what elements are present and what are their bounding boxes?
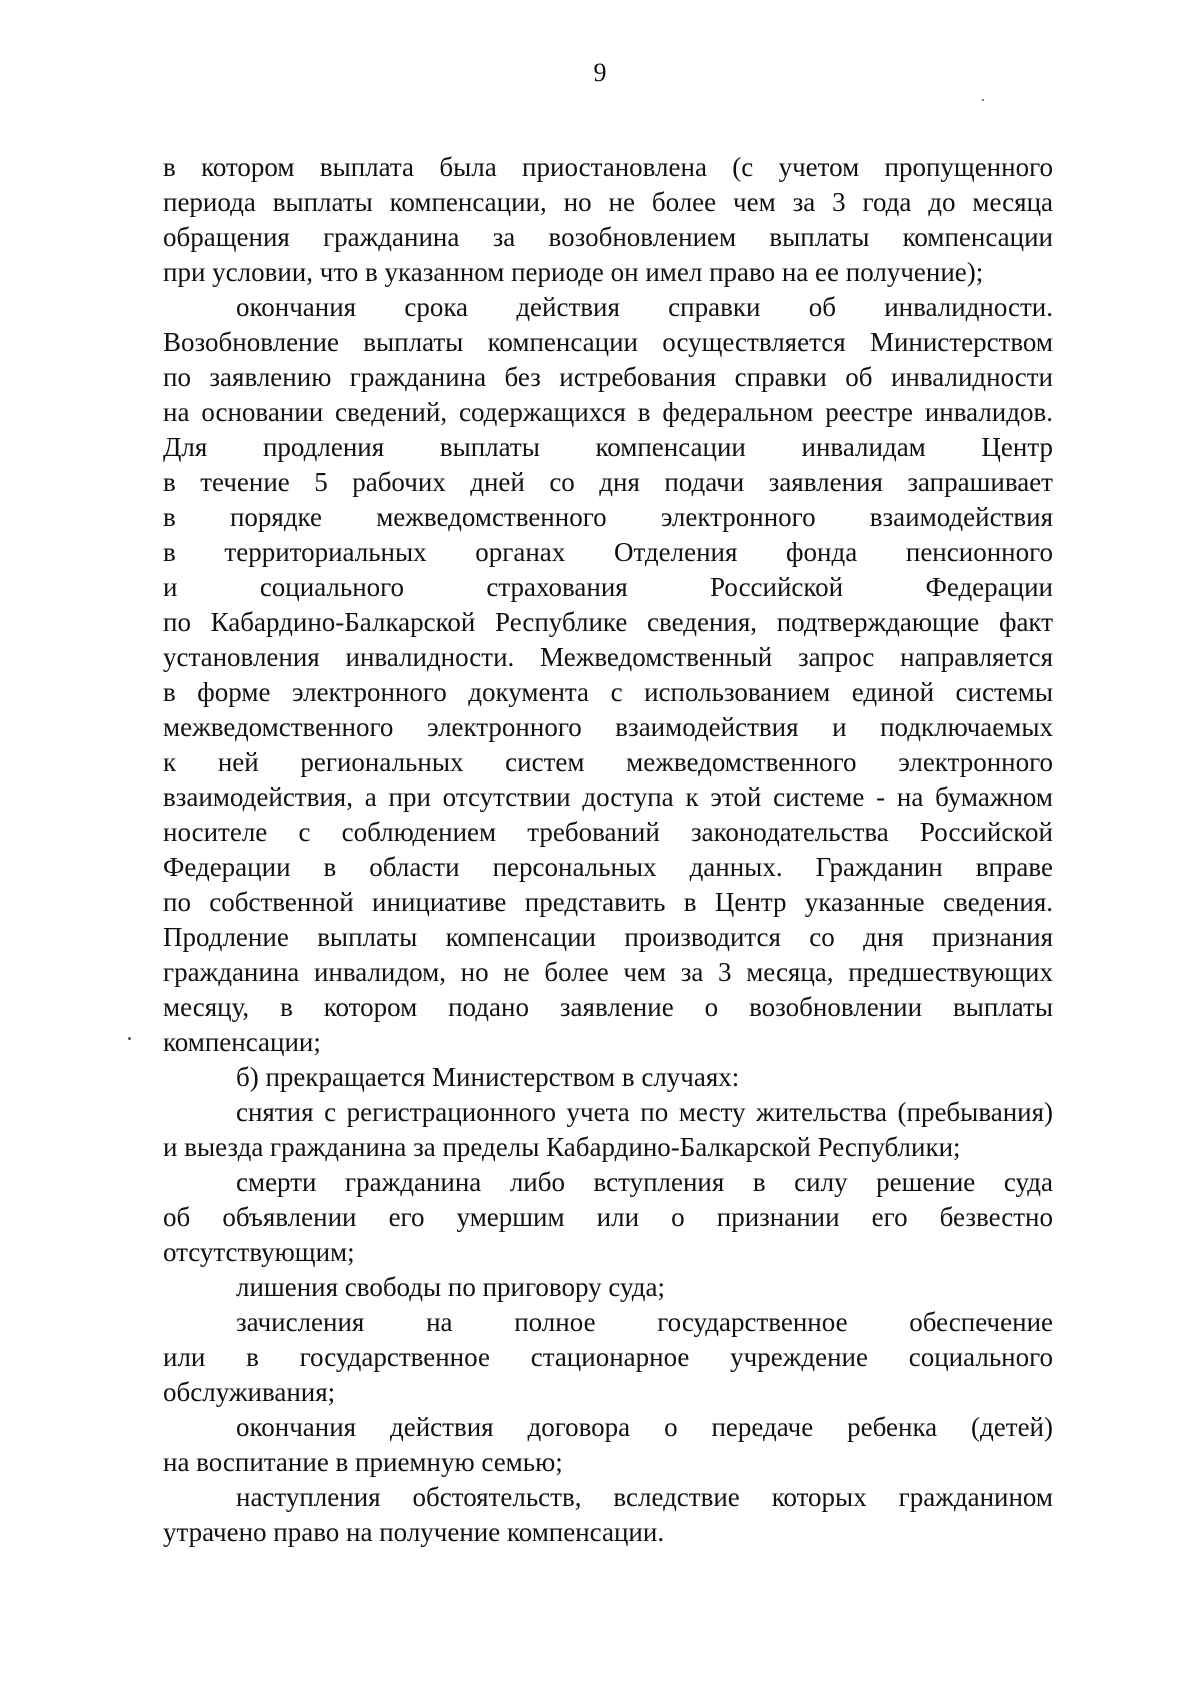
text-line: обслуживания; <box>163 1377 336 1407</box>
text-line: наступления обстоятельств, вследствие которых гражданином <box>236 1482 1053 1512</box>
text-line: по заявлению гражданина без истребования справки об инвалидности <box>163 362 1053 392</box>
text-line: компенсации; <box>163 1027 321 1057</box>
text-line: гражданина инвалидом, но не более чем за 3 месяца, предшествующих <box>163 957 1053 987</box>
text-line: обращения гражданина за возобновлением выплаты компенсации <box>163 222 1053 252</box>
scan-speck <box>982 99 984 101</box>
text-line: об объявлении его умершим или о признании его безвестно <box>163 1202 1053 1232</box>
text-line: лишения свободы по приговору суда; <box>236 1272 666 1302</box>
text-line: Для продления выплаты компенсации инвалидам Центр <box>163 432 1053 462</box>
text-line: к ней региональных систем межведомственного электронного <box>163 747 1053 777</box>
text-line: в котором выплата была приостановлена (с учетом пропущенного <box>163 152 1053 182</box>
text-line: снятия с регистрационного учета по месту жительства (пребывания) <box>236 1097 1053 1127</box>
text-line: смерти гражданина либо вступления в силу решение суда <box>236 1167 1053 1197</box>
text-line: в территориальных органах Отделения фонда пенсионного <box>163 537 1053 567</box>
text-line: Возобновление выплаты компенсации осуществляется Министерством <box>163 327 1053 357</box>
text-line: и социального страхования Российской Федерации <box>163 572 1053 602</box>
text-line: утрачено право на получение компенсации. <box>163 1517 665 1547</box>
text-line: по Кабардино-Балкарской Республике сведения, подтверждающие факт <box>163 607 1053 637</box>
text-line: на воспитание в приемную семью; <box>163 1447 563 1477</box>
text-line: зачисления на полное государственное обеспечение <box>236 1307 1053 1337</box>
text-line: и выезда гражданина за пределы Кабардино-Балкарской Республики; <box>163 1132 961 1162</box>
text-line: взаимодействия, а при отсутствии доступа к этой системе - на бумажном <box>163 782 1053 812</box>
text-line: межведомственного электронного взаимодействия и подключаемых <box>163 712 1053 742</box>
text-line: или в государственное стационарное учреждение социального <box>163 1342 1053 1372</box>
text-line: при условии, что в указанном периоде он имел право на ее получение); <box>163 257 984 287</box>
text-line: окончания срока действия справки об инвалидности. <box>236 292 1053 322</box>
text-line: на основании сведений, содержащихся в федеральном реестре инвалидов. <box>163 397 1053 427</box>
text-line: носителе с соблюдением требований законодательства Российской <box>163 817 1053 847</box>
text-line: в форме электронного документа с использованием единой системы <box>163 677 1053 707</box>
text-line: Продление выплаты компенсации производится со дня признания <box>163 922 1053 952</box>
text-line: отсутствующим; <box>163 1237 355 1267</box>
text-line: б) прекращается Министерством в случаях: <box>236 1062 740 1092</box>
text-line: Федерации в области персональных данных. Гражданин вправе <box>163 852 1053 882</box>
scan-speck <box>128 1037 131 1040</box>
text-line: установления инвалидности. Межведомственный запрос направляется <box>163 642 1053 672</box>
page-number: 9 <box>593 58 607 87</box>
text-line: периода выплаты компенсации, но не более чем за 3 года до месяца <box>163 187 1053 217</box>
text-line: в течение 5 рабочих дней со дня подачи заявления запрашивает <box>163 467 1053 497</box>
text-line: месяцу, в котором подано заявление о возобновлении выплаты <box>163 992 1053 1022</box>
text-line: по собственной инициативе представить в Центр указанные сведения. <box>163 887 1053 917</box>
text-line: окончания действия договора о передаче ребенка (детей) <box>236 1412 1053 1442</box>
text-line: в порядке межведомственного электронного взаимодействия <box>163 502 1053 532</box>
document-body <box>163 150 1053 1550</box>
